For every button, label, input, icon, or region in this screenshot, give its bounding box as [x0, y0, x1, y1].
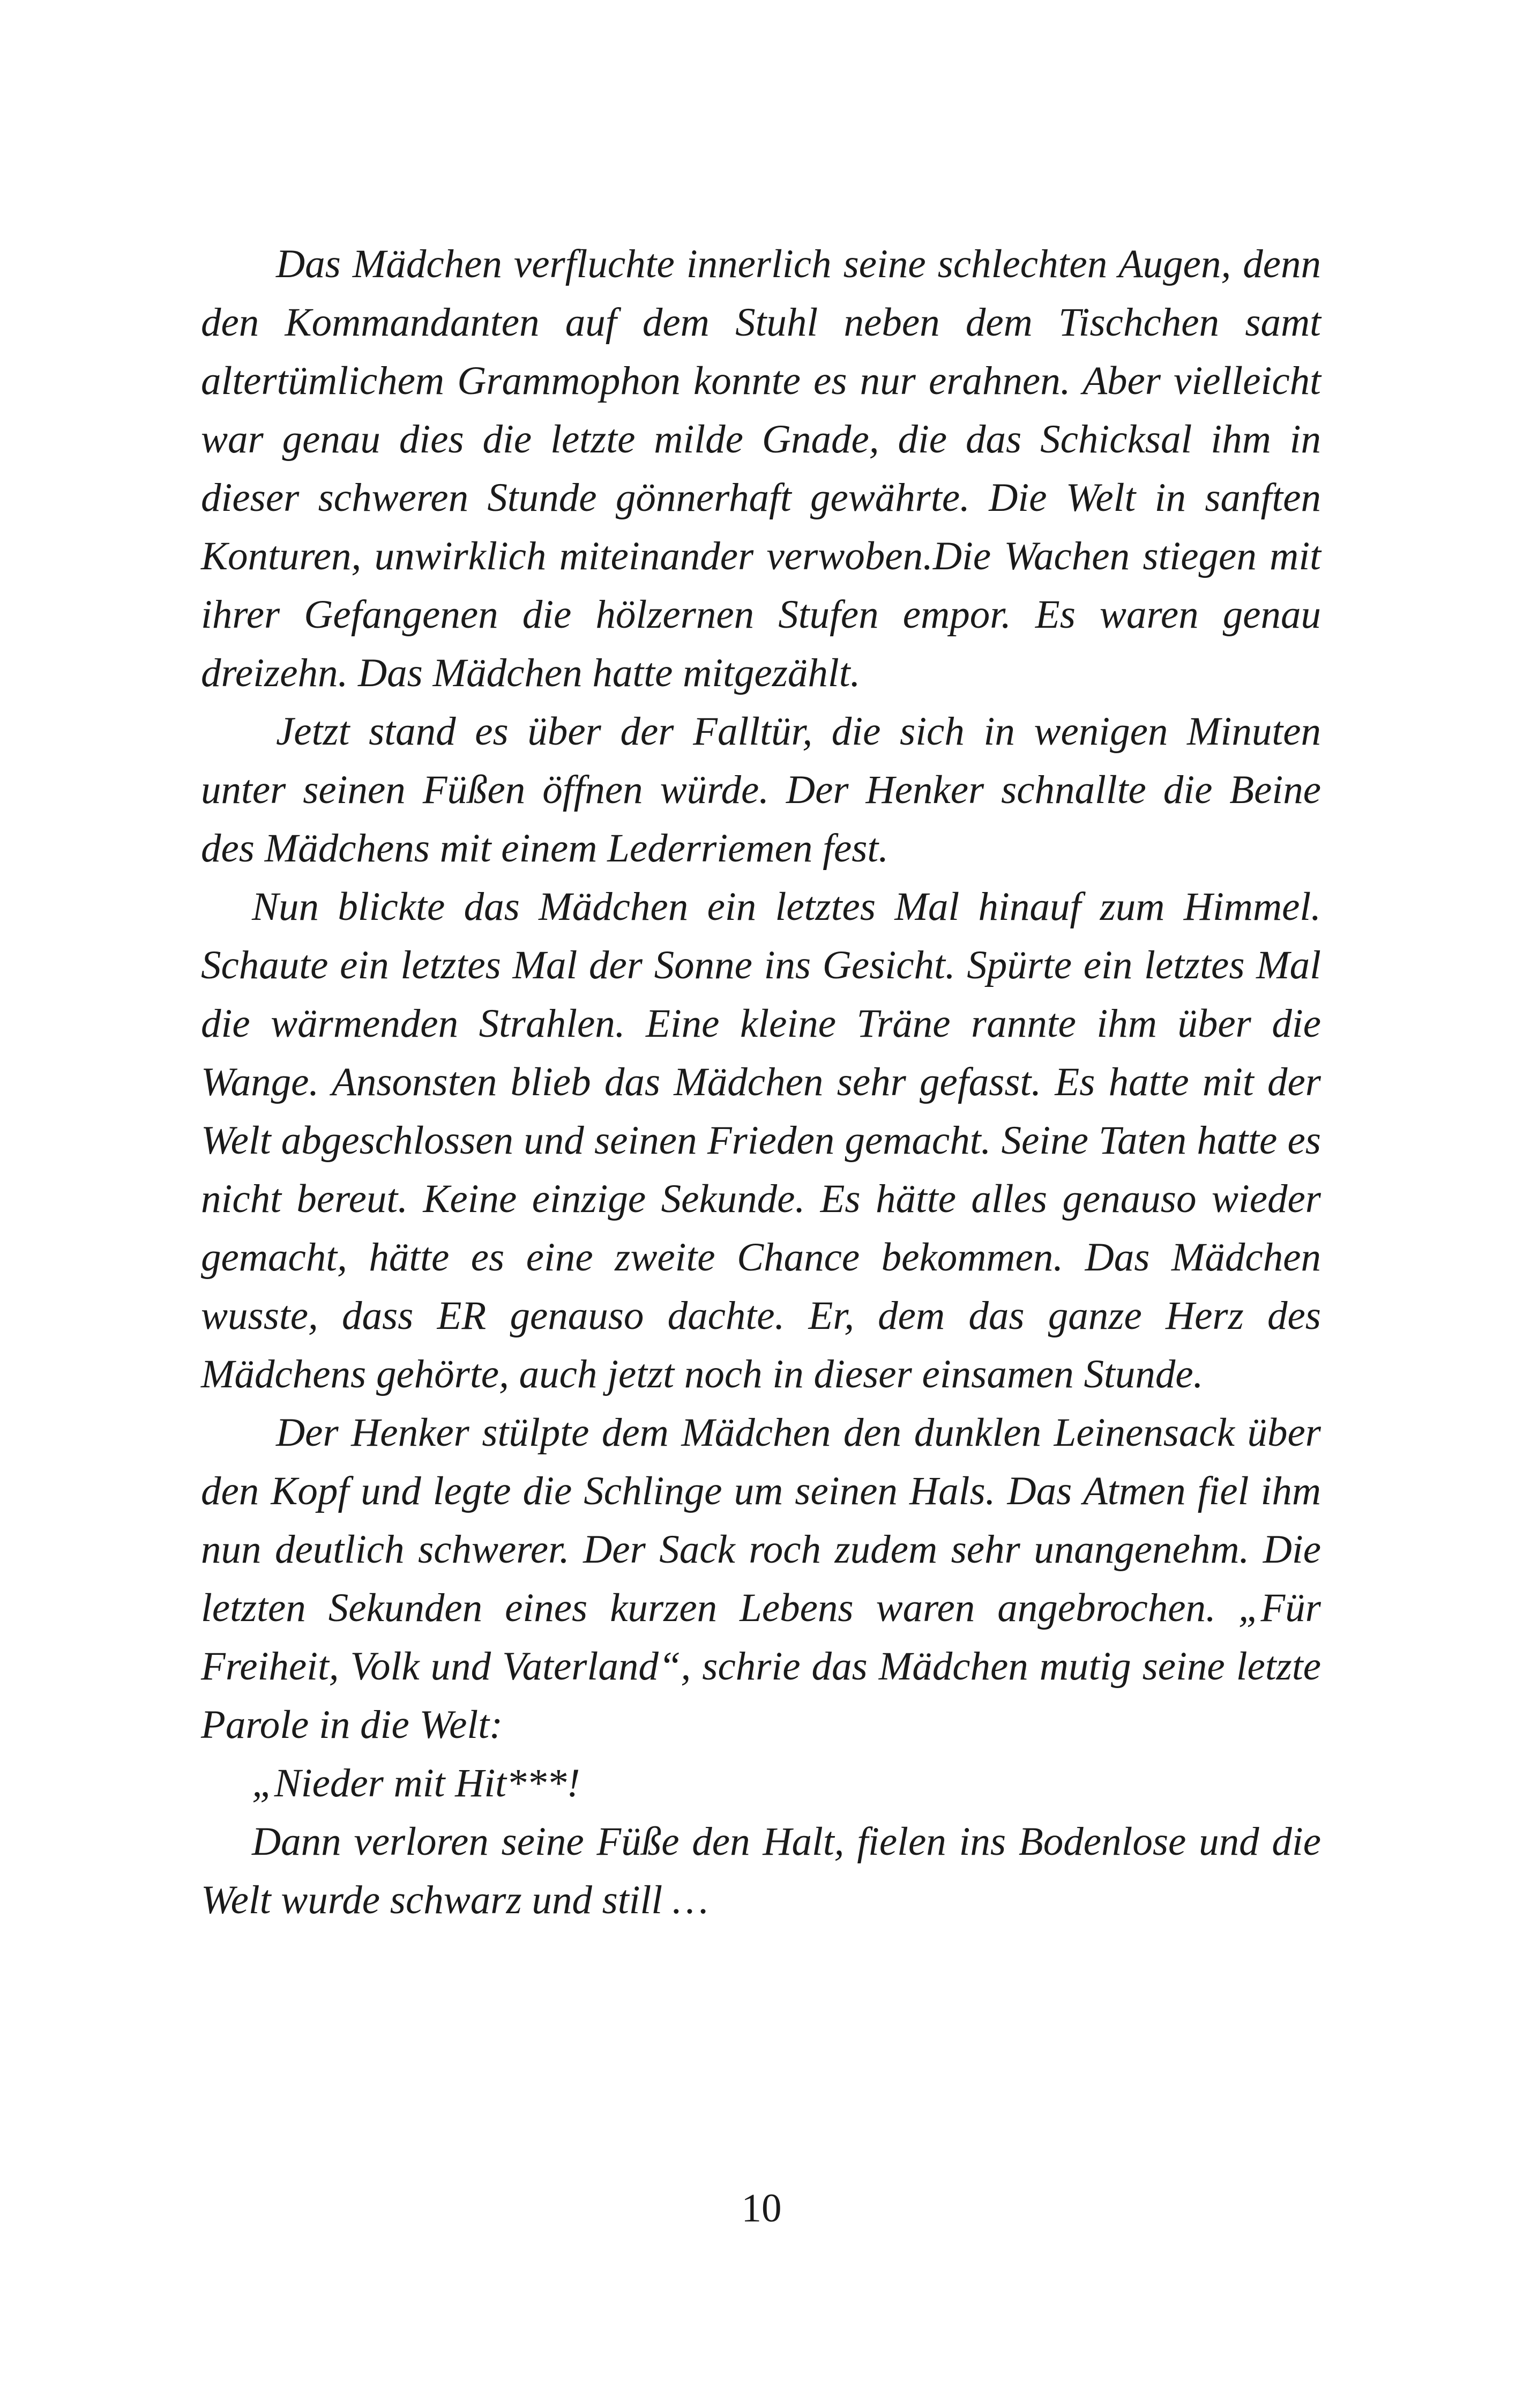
- paragraph: Das Mädchen verfluchte innerlich seine schlechten Augen, denn den Kommandanten auf dem Stuhl neben dem Tischchen samt altertümlichem Grammophon konnte es nur erahnen. Aber vielleicht war genau dies die letzte milde Gnade, die das Schicksal ihm in dieser schweren Stunde gönnerhaft gewährte. Die Welt in sanften Konturen, unwirklich miteinander verwoben.Die Wachen stiegen mit ihrer Gefangenen die hölzernen Stufen empor. Es waren genau dreizehn. Das Mädchen hatte mitgezählt.: [201, 242, 1321, 695]
- paragraph: Dann verloren seine Füße den Halt, fielen ins Bodenlose und die Welt wurde schwarz und still …: [201, 1819, 1321, 1922]
- paragraph: Nun blickte das Mädchen ein letztes Mal hinauf zum Himmel. Schaute ein letztes Mal der Sonne ins Gesicht. Spürte ein letztes Mal die wärmenden Strahlen. Eine kleine Träne rannte ihm über die Wange. Ansonsten blieb das Mädchen sehr gefasst. Es hatte mit der Welt abgeschlossen und seinen Frieden gemacht. Seine Taten hatte es nicht bereut. Keine einzige Sekunde. Es hätte alles genauso wieder gemacht, hätte es eine zweite Chance bekommen. Das Mädchen wusste, dass ER genauso dachte. Er, dem das ganze Herz des Mädchens gehörte, auch jetzt noch in dieser einsamen Stunde.: [201, 885, 1321, 1396]
- paragraph: Jetzt stand es über der Falltür, die sich in wenigen Minuten unter seinen Füßen öffnen würde. Der Henker schnallte die Beine des Mädchens mit einem Lederriemen fest.: [201, 709, 1321, 871]
- paragraph: „Nieder mit Hit***!: [252, 1761, 580, 1805]
- body-text: [201, 235, 1321, 1929]
- page-number: 10: [741, 2186, 782, 2231]
- paragraph: Der Henker stülpte dem Mädchen den dunklen Leinensack über den Kopf und legte die Schlinge um seinen Hals. Das Atmen fiel ihm nun deutlich schwerer. Der Sack roch zudem sehr unangenehm. Die letzten Sekunden eines kurzen Lebens waren angebrochen. „Für Freiheit, Volk und Vaterland“, schrie das Mädchen mutig seine letzte Parole in die Welt:: [201, 1410, 1321, 1747]
